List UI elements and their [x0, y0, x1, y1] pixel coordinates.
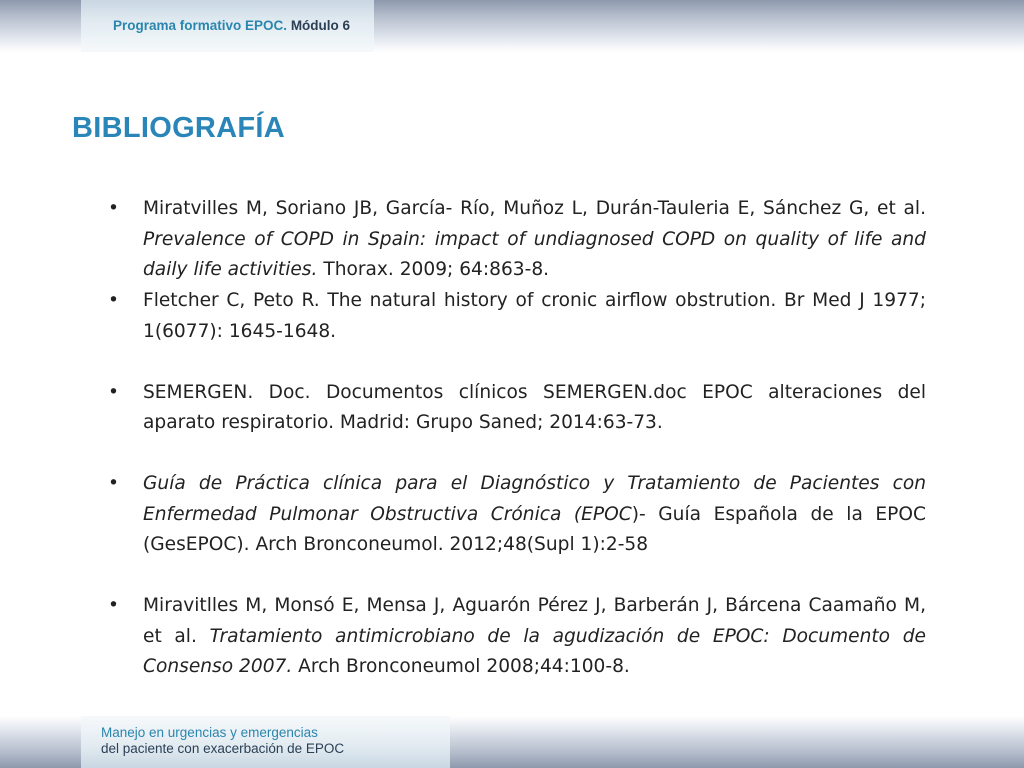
- reference-5-title: Tratamiento antimicrobiano de la agudización de EPOC: Documento de Consenso 2007.: [143, 625, 926, 678]
- reference-1-title: Prevalence of COPD in Spain: impact of undiagnosed COPD on quality of life and daily life activities.: [143, 228, 926, 281]
- footer-line-2: del paciente con exacerbación de EPOC: [101, 741, 345, 756]
- reference-1-source: Thorax. 2009; 64:863-8.: [317, 259, 550, 281]
- page-title: BIBLIOGRAFÍA: [72, 112, 286, 144]
- reference-4-source: )- Guía Española de la EPOC (GesEPOC). Arch Bronconeumol. 2012;48(Supl 1):2-58: [143, 503, 926, 556]
- footer-tab: [81, 716, 450, 768]
- reference-item-5: [108, 591, 926, 683]
- reference-1-authors: Miratvilles M, Soriano JB, García- Río, Muñoz L, Durán-Tauleria E, Sánchez G, et al.: [143, 198, 926, 219]
- reference-5-source: Arch Bronconeumol 2008;44:100-8.: [292, 656, 630, 678]
- reference-item-3: [108, 378, 926, 439]
- reference-4-title: Guía de Práctica clínica para el Diagnóstico y Tratamiento de Pacientes con Enfermedad Pulmonar Obstructiva Crónica (EPOC: [143, 472, 926, 525]
- reference-item-1: [108, 194, 926, 286]
- reference-item-2: [108, 286, 926, 347]
- footer-line-1: Manejo en urgencias y emergencias: [101, 725, 318, 740]
- reference-list: [108, 194, 926, 683]
- reference-3-text: SEMERGEN. Doc. Documentos clínicos SEMERGEN.doc EPOC alteraciones del aparato respiratorio. Madrid: Grupo Saned; 2014:63-73.: [143, 381, 926, 434]
- program-title: Programa formativo EPOC.: [113, 18, 288, 33]
- reference-5-authors: Miravitlles M, Monsó E, Mensa J, Aguarón Pérez J, Barberán J, Bárcena Caamaño M, et al.: [143, 595, 926, 647]
- header-tab: [81, 0, 374, 52]
- reference-2-text: Fletcher C, Peto R. The natural history of cronic airflow obstrution. Br Med J 1977; 1(6077): 1645-1648.: [143, 290, 926, 342]
- module-label: Módulo 6: [290, 18, 351, 33]
- reference-item-4: [108, 469, 926, 561]
